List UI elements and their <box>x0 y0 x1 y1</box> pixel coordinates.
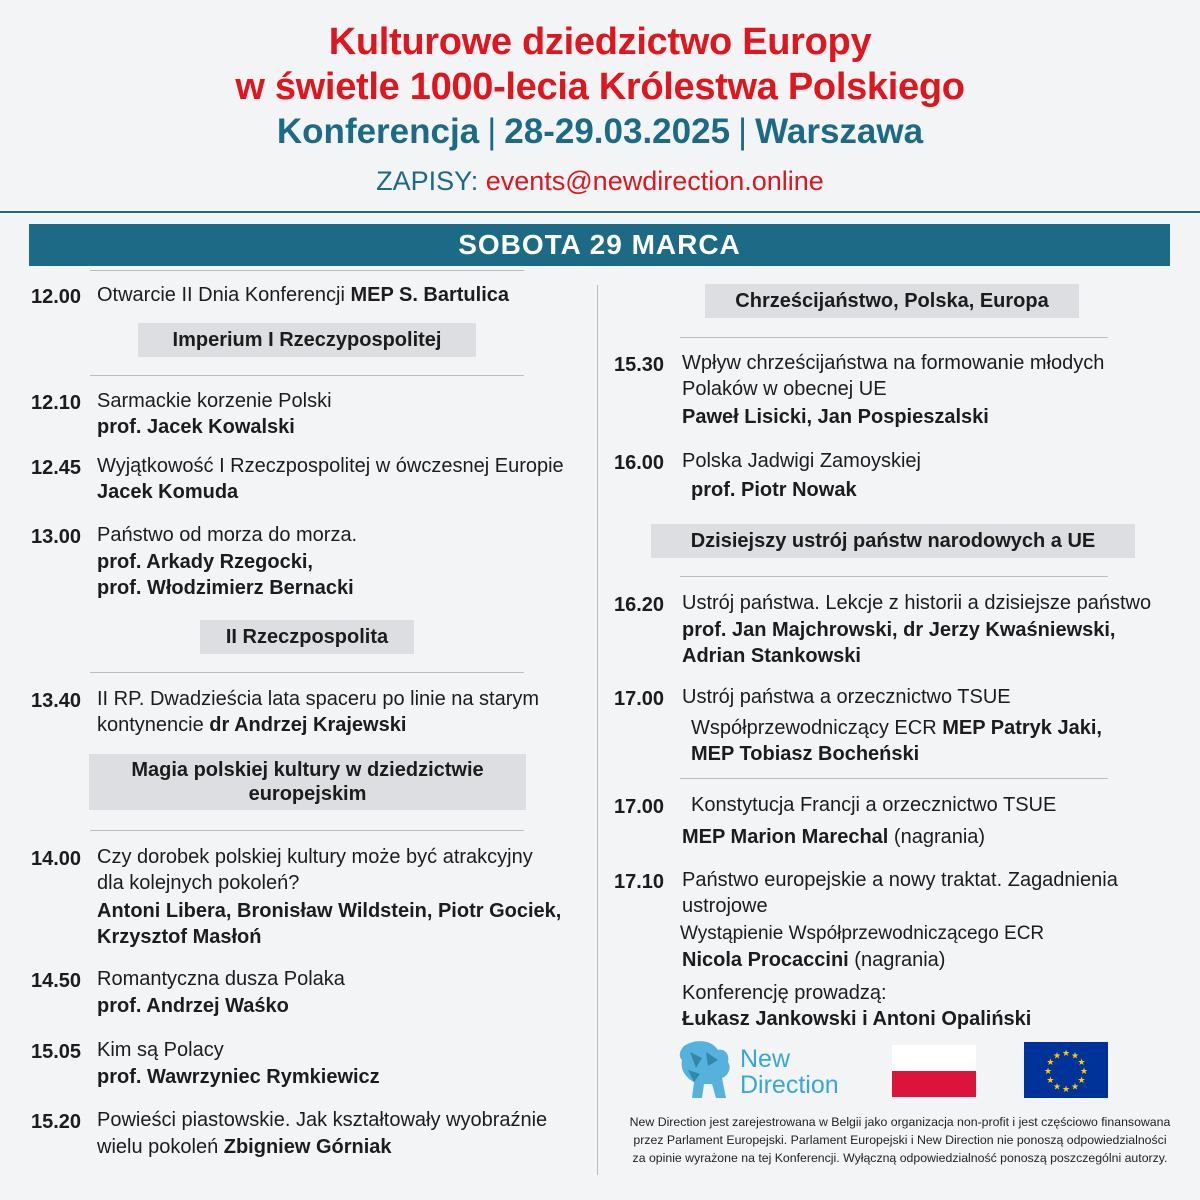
event-time: 14.00 <box>31 848 82 870</box>
event-title: Państwo europejskie a nowy traktat. Zagadnienia <box>682 869 1118 891</box>
subtitle-date: 28-29.03.2025 <box>504 112 731 151</box>
event-speaker: Adrian Stankowski <box>682 645 861 667</box>
section-heading-imperium: Imperium I Rzeczypospolitej <box>138 323 476 357</box>
event-speaker-line <box>682 947 945 973</box>
event-speaker: Jacek Komuda <box>97 481 239 503</box>
event-title: Wyjątkowość I Rzeczpospolitej w ówczesnej Europie <box>97 455 564 477</box>
event-title-text: Otwarcie II Dnia Konferencji <box>97 284 351 306</box>
event-speaker: dr Andrzej Krajewski <box>209 714 407 736</box>
event-time: 15.05 <box>31 1041 82 1063</box>
event-speaker: Antoni Libera, Bronisław Wildstein, Piotr Gociek, <box>97 900 562 922</box>
svg-text:★: ★ <box>1079 1067 1089 1077</box>
event-title: Czy dorobek polskiej kultury może być atrakcyjny <box>97 846 533 868</box>
signup-line <box>0 166 1200 197</box>
event-time: 14.50 <box>31 970 82 992</box>
event-role-text: Współprzewodniczący ECR <box>691 717 943 739</box>
section-heading-ustroj: Dzisiejszy ustrój państw narodowych a UE <box>651 524 1135 558</box>
event-speaker: Krzysztof Masłoń <box>97 926 262 948</box>
section-heading-ii-rp: II Rzeczpospolita <box>200 620 414 654</box>
divider <box>90 830 524 831</box>
section-heading-chrzescijanstwo: Chrześcijaństwo, Polska, Europa <box>705 284 1079 318</box>
logo-line: Direction <box>740 1071 839 1099</box>
section-heading-magia <box>89 754 526 810</box>
footer-line: za opinie wyrażone na tej Konferencji. Wyłączną odpowiedzialność ponoszą poszczególni autorzy. <box>632 1151 1168 1165</box>
footer-disclaimer <box>610 1113 1190 1167</box>
subtitle-event: Konferencja <box>276 112 480 151</box>
section-heading-line: Magia polskiej kultury w dziedzictwie <box>131 759 484 781</box>
event-speaker: prof. Wawrzyniec Rymkiewicz <box>97 1066 380 1088</box>
event-title: Ustrój państwa a orzecznictwo TSUE <box>682 686 1011 708</box>
event-title: ustrojowe <box>682 895 768 917</box>
section-heading-line: europejskim <box>248 783 367 805</box>
event-time: 17.00 <box>614 688 665 710</box>
svg-text:★: ★ <box>1070 1051 1080 1062</box>
event-speaker: prof. Andrzej Waśko <box>97 995 289 1017</box>
title-line-2: w świetle 1000-lecia Królestwa Polskiego <box>235 66 965 108</box>
header-divider <box>0 211 1200 213</box>
lion-icon <box>676 1038 736 1102</box>
event-title: Państwo od morza do morza. <box>97 524 358 546</box>
event-title: Powieści piastowskie. Jak kształtowały wyobraźnie <box>97 1109 548 1131</box>
subtitle-city: Warszawa <box>755 112 924 151</box>
footer-line: New Direction jest zarejestrowana w Belgii jako organizacja non-profit i jest częściowo finansowana <box>629 1115 1171 1129</box>
event-title: Wpływ chrześcijaństwa na formowanie młodych <box>682 352 1105 374</box>
event-title: Sarmackie korzenie Polski <box>97 390 332 412</box>
event-time: 13.40 <box>31 690 82 712</box>
event-title: Ustrój państwa. Lekcje z historii a dzisiejsze państwo <box>682 592 1152 614</box>
subtitle-separator-1: | <box>487 112 497 151</box>
eu-flag-icon <box>1024 1042 1108 1098</box>
event-title <box>97 282 509 308</box>
eu-stars <box>1024 1042 1108 1098</box>
divider <box>680 337 1108 338</box>
poland-flag-icon <box>892 1045 976 1097</box>
event-speaker: Paweł Lisicki, Jan Pospieszalski <box>682 406 989 428</box>
event-time: 13.00 <box>31 526 82 548</box>
event-speaker: prof. Piotr Nowak <box>691 479 857 501</box>
event-time: 15.30 <box>614 354 665 376</box>
event-speaker: prof. Jan Majchrowski, dr Jerzy Kwaśniewski, <box>682 619 1116 641</box>
event-time: 12.45 <box>31 457 82 479</box>
event-title: Konstytucja Francji a orzecznictwo TSUE <box>691 794 1057 816</box>
logo-line: New <box>740 1045 791 1073</box>
svg-text:★: ★ <box>1046 1076 1055 1086</box>
event-speaker: prof. Włodzimierz Bernacki <box>97 577 354 599</box>
event-time: 12.10 <box>31 392 82 414</box>
event-note: (nagrania) <box>848 949 946 971</box>
title-line-1: Kulturowe dziedzictwo Europy <box>328 21 872 63</box>
event-title <box>97 1134 392 1160</box>
divider <box>680 778 1108 779</box>
event-title: II RP. Dwadzieścia lata spaceru po linie na starym <box>97 688 540 710</box>
svg-text:★: ★ <box>1046 1058 1055 1068</box>
svg-text:★: ★ <box>1061 1085 1071 1095</box>
event-time: 17.00 <box>614 796 665 818</box>
svg-text:★: ★ <box>1052 1082 1062 1093</box>
svg-text:★: ★ <box>1061 1049 1071 1059</box>
event-speaker: prof. Jacek Kowalski <box>97 416 295 438</box>
svg-text:★: ★ <box>1043 1067 1053 1077</box>
svg-text:★: ★ <box>1077 1058 1086 1068</box>
event-title: Romantyczna dusza Polaka <box>97 968 345 990</box>
svg-text:★: ★ <box>1077 1076 1086 1086</box>
subtitle <box>0 112 1200 152</box>
hosts-label: Konferencję prowadzą: <box>682 982 887 1004</box>
footer-line: przez Parlament Europejski. Parlament Europejski i New Direction nie ponoszą odpowiedzialności <box>633 1133 1167 1147</box>
day-heading: SOBOTA 29 MARCA <box>29 224 1170 266</box>
event-speaker: MEP S. Bartulica <box>350 284 510 306</box>
event-title: dla kolejnych pokoleń? <box>97 872 300 894</box>
event-speaker: prof. Arkady Rzegocki, <box>97 551 313 573</box>
hosts-names: Łukasz Jankowski i Antoni Opaliński <box>682 1008 1032 1030</box>
event-role: Wystąpienie Współprzewodniczącego ECR <box>680 923 1045 944</box>
event-title: Polska Jadwigi Zamoyskiej <box>682 450 921 472</box>
event-time: 16.00 <box>614 452 665 474</box>
event-title: Kim są Polacy <box>97 1039 224 1061</box>
new-direction-logo-text <box>740 1046 839 1098</box>
svg-text:★: ★ <box>1052 1051 1062 1062</box>
subtitle-separator-2: | <box>738 112 748 151</box>
event-speaker: MEP Tobiasz Bocheński <box>691 743 920 765</box>
flag-stripe-white <box>892 1045 976 1071</box>
event-time: 17.10 <box>614 871 665 893</box>
divider <box>90 270 524 271</box>
divider <box>680 576 1108 577</box>
signup-label: ZAPISY: <box>376 166 479 196</box>
event-title-text: kontynencie <box>97 714 210 736</box>
svg-text:★: ★ <box>1070 1082 1080 1093</box>
event-role <box>691 715 1102 741</box>
event-speaker: Nicola Procaccini <box>682 949 849 971</box>
event-speaker: Zbigniew Górniak <box>223 1136 392 1158</box>
event-speaker-line <box>682 824 985 850</box>
event-speaker: MEP Marion Marechal <box>682 826 889 848</box>
event-time: 15.20 <box>31 1111 82 1133</box>
event-time: 16.20 <box>614 594 665 616</box>
signup-email-link[interactable]: events@newdirection.online <box>485 166 824 196</box>
event-speaker: MEP Patryk Jaki, <box>942 717 1102 739</box>
event-title-text: wielu pokoleń <box>97 1136 224 1158</box>
divider <box>90 375 524 376</box>
flag-stripe-red <box>892 1071 976 1097</box>
event-title: Polaków w obecnej UE <box>682 378 887 400</box>
event-note: (nagrania) <box>888 826 986 848</box>
divider <box>90 672 524 673</box>
column-divider <box>597 285 598 1175</box>
event-title <box>97 712 406 738</box>
event-time: 12.00 <box>31 286 82 308</box>
